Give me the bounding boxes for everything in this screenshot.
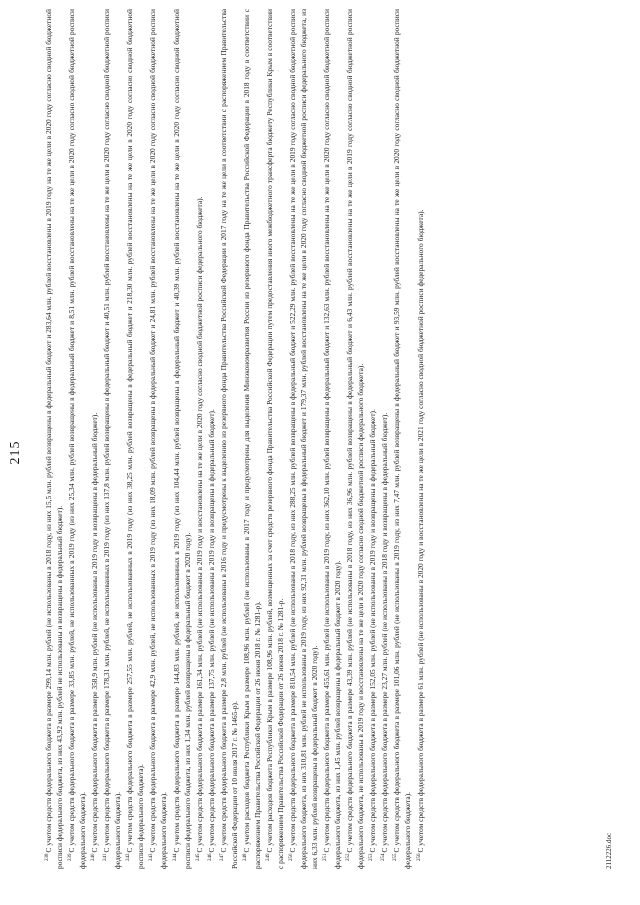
footnote-text: С учетом средств федерального бюджета в размере 61 млн. рублей (не использованы в 2020 году и восстановлены на те же цели в 2021 году согласно сводной бюджетной росписи федерального бюджета).: [415, 209, 425, 853]
footnote-number: 240: [91, 853, 97, 861]
footnote-number: 244: [172, 853, 178, 861]
footnote-number: 250: [288, 853, 294, 861]
footnote-text: С учетом средств федерального бюджета в размере 161,34 млн. рублей (не использованы в 2019 году и восстановлены на те же цели в 2020 году согласно сводной бюджетной росписи федерального бюджета).: [194, 196, 204, 853]
footnote-text: С учетом средств федерального бюджета в размере 358,9 млн. рублей (не использованы в 2019 году и возвращены в федеральный бюджет).: [90, 412, 100, 853]
footnote-item: [263, 9, 286, 869]
footnote-item: [286, 9, 320, 869]
footnote-number: 246: [207, 853, 213, 861]
footnote-item: [65, 9, 88, 869]
footnote-item: [217, 9, 240, 869]
footnote-item: [390, 9, 413, 869]
footnote-number: 247: [219, 853, 225, 861]
footnote-number: 241: [103, 853, 109, 861]
footnote-number: 253: [369, 853, 375, 861]
footnote-text: С учетом расходов бюджета Республики Крым в размере 108,96 млн. рублей, возмещенных за счет средств резервного фонда Правительства Российской Федерации путем предоставления иного межбюджетного трансферта бюджету Республики Крым в соответствии с распоряжением Правительства Российской Федерации от 26 июня 2018 г. № 1281-р.: [264, 9, 285, 869]
footnote-item: [123, 9, 146, 869]
footnote-text: С учетом средств федерального бюджета в размере 42,9 млн. рублей, не использованных в 2019 году (из них 18,09 млн. рублей возвращены в федеральный бюджет и 24,81 млн. рублей восстановлены на те же цели в 2020 году согласно сводной бюджетной росписи федерального бюджета).: [148, 9, 169, 869]
footnote-number: 255: [393, 853, 399, 861]
footnote-text: С учетом средств федерального бюджета в размере 43,39 млн. рублей (не использованы в 2018 году, из них 36,96 млн. рублей возвращены в федеральный бюджет и 6,43 млн. рублей восстановлены на те же цели в 2019 году согласно сводной бюджетной росписи федерального бюджета, не использованы в 2019 году и восстановлены на те же цели в 2020 году согласно сводной бюджетной росписи федерального бюджета).: [345, 9, 366, 869]
footnote-text: С учетом средств федерального бюджета в размере 152,05 млн. рублей (не использованы в 2019 году и возвращены в федеральный бюджет).: [368, 409, 378, 853]
footnote-number: 251: [323, 853, 329, 861]
footnote-text: С учетом средств федерального бюджета в размере 455,61 млн. рублей (не использованы в 2019 году, из них 362,10 млн. рублей возвращены в федеральный бюджет и 132,63 млн. рублей восстановлены на те же цели в 2020 году согласно сводной бюджетной росписи федерального бюджета, из них 1,45 млн. рублей возвращены в федеральный бюджет в 2020 году).: [322, 9, 343, 869]
footnote-number: 243: [149, 853, 155, 861]
footnotes-list: [42, 9, 426, 869]
footnote-item: [366, 9, 378, 869]
footnote-text: С учетом средств федерального бюджета в размере 101,06 млн. рублей (не использованы в 2019 году, из них 7,47 млн. рублей возвращены в федеральный бюджет и 93,59 млн. рублей восстановлены на те же цели в 2020 году согласно сводной бюджетной росписи федерального бюджета).: [392, 9, 413, 869]
footnote-text: С учетом средств федерального бюджета в размере 137,75 млн. рублей (не использованы в 2019 году и возвращены в федеральный бюджет).: [206, 409, 216, 853]
footnote-number: 256: [416, 853, 422, 861]
footnote-item: [205, 9, 217, 869]
footnote-text: С учетом средств федерального бюджета в размере 257,55 млн. рублей, не использованных в 2019 году (из них 38,25 млн. рублей возвращены в федеральный бюджет и 218,30 млн. рублей восстановлены на те же цели в 2020 году согласно сводной бюджетной росписи федерального бюджета).: [125, 9, 146, 869]
footnote-number: 242: [126, 853, 132, 861]
footnote-item: [170, 9, 193, 869]
footnote-text: С учетом средств федерального бюджета в размере 23,27 млн. рублей (не использованы в 2018 году и возвращены в федеральный бюджет).: [380, 412, 390, 853]
footnote-text: С учетом средств федерального бюджета в размере 144,83 млн. рублей, не использованных в 2019 году (из них 104,44 млн. рублей возвращены в федеральный бюджет и 40,39 млн. рублей восстановлены на те же цели в 2020 году согласно сводной бюджетной росписи федерального бюджета, из них 1,34 млн. рублей возвращены в федеральный бюджет в 2020 году).: [171, 9, 192, 869]
footnote-item: [414, 9, 426, 869]
footnote-item: [378, 9, 390, 869]
footnote-number: 252: [346, 853, 352, 861]
footnote-item: [42, 9, 65, 869]
footnote-text: С учетом средств федерального бюджета в размере 810,54 млн. рублей (не использованы в 2018 году, из них 288,25 млн. рублей возвращены в федеральный бюджет и 522,29 млн. рублей восстановлены на те же цели в 2019 году согласно сводной бюджетной росписи федерального бюджета, из них 310,81 млн. рублей не использованы в 2019 году, из них 92,31 млн. рублей возвращены в федеральный бюджет и 179,37 млн. рублей восстановлены на те же цели в 2020 году согласно сводной бюджетной росписи федерального бюджета, из них 6,33 млн. рублей возвращены в федеральный бюджет в 2020 году).: [287, 9, 320, 869]
footnote-item: [343, 9, 366, 869]
footnote-number: 238: [45, 853, 50, 861]
footnote-item: [193, 9, 205, 869]
footnote-number: 239: [68, 853, 74, 861]
footnote-text: С учетом средств федерального бюджета в размере 33,85 млн. рублей, не использованных в 2019 году (из них 25,34 млн. рублей возвращены в федеральный бюджет и 8,51 млн. рублей восстановлены на те же цели в 2020 году согласно сводной бюджетной росписи федерального бюджета).: [67, 9, 88, 869]
footnote-item: [240, 9, 263, 869]
footnote-item: [146, 9, 169, 869]
document-code: 2112226.doc: [605, 832, 613, 869]
footnote-item: [100, 9, 123, 869]
footnote-text: С учетом средств федерального бюджета в размере 2,8 млн. рублей (не использованы в 2016 году и предусмотрены к выделению из резервного фонда Правительства Российской Федерации в 2017 году на те же цели в соответствии с распоряжением Правительства Российской Федерации от 10 июля 2017 г. № 1465-р).: [218, 9, 239, 869]
footnote-text: С учетом средств федерального бюджета в размере 178,31 млн. рублей, не использованных в 2019 году (из них 137,8 млн. рублей возвращены в федеральный бюджет и 40,51 млн. рублей восстановлены на те же цели в 2020 году согласно сводной бюджетной росписи федерального бюджета).: [102, 9, 123, 869]
footnote-number: 245: [195, 853, 201, 861]
footnote-number: 254: [381, 853, 387, 861]
footnote-text: С учетом расходов бюджета Республики Крым в размере 108,96 млн. рублей (не использованы в 2017 году и предусмотрены для выделения Минэкономразвития России из резервного фонда Правительства Российской Федерации в 2018 году в соответствии с распоряжением Правительства Российской Федерации от 26 июня 2018 г. № 1281-р).: [241, 9, 262, 869]
page-number: 215: [8, 440, 23, 465]
footnote-item: [320, 9, 343, 869]
footnote-number: 248: [242, 853, 248, 861]
footnote-text: С учетом средств федерального бюджета в размере 299,14 млн. рублей (не использованы в 2018 году, из них 15,5 млн. рублей возвращены в федеральный бюджет и 283,64 млн. рублей восстановлены в 2019 году на те же цели в 2020 году согласно сводной бюджетной росписи федерального бюджета, из них 43,92 млн. рублей не использованы и возвращены в федеральный бюджет).: [44, 9, 65, 869]
footnote-number: 249: [265, 853, 271, 861]
footnote-item: [88, 9, 100, 869]
